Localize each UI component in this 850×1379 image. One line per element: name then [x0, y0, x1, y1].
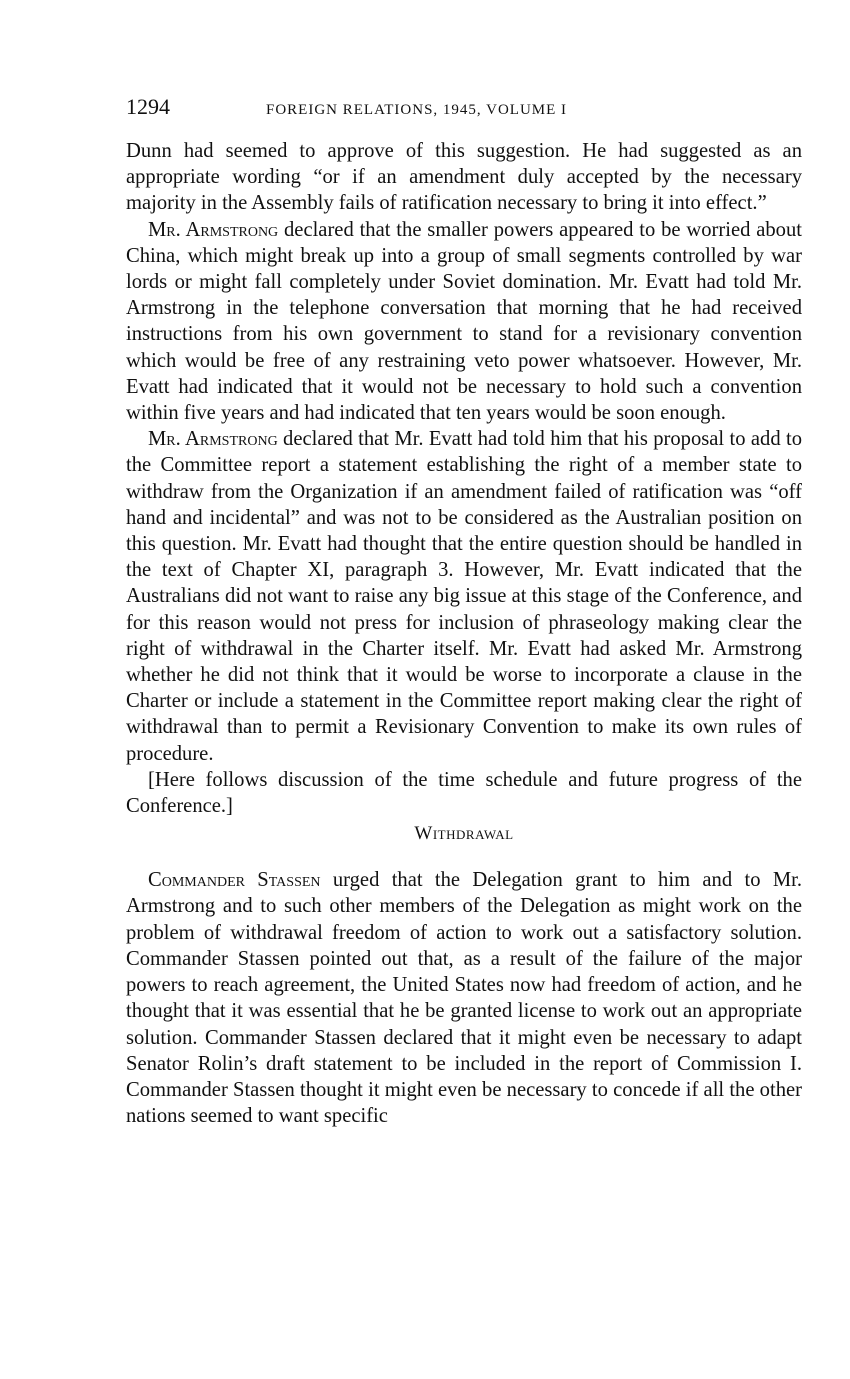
running-header — [126, 94, 802, 124]
speaker-name: Mr. Armstrong — [148, 218, 279, 241]
body-text — [126, 138, 802, 1129]
paragraph-text: declared that the smaller powers appeared to be worried about China, which might break up into a group of small segments controlled by war lords or might fall completely under Soviet domination. Mr. Evatt had told Mr. Armstrong in the telephone conversation that morning that he had received instructions from his own government to stand for a revisionary convention which would be free of any restraining veto power whatsoever. However, Mr. Evatt had indicated that it would not be necessary to hold such a convention within five years and had indicated that ten years would be soon enough. — [126, 218, 802, 425]
paragraph-text: urged that the Delegation grant to him and to Mr. Armstrong and to such other members of the Delegation as might work on the problem of withdrawal freedom of action to work out a satisfactory solution. Commander Stassen pointed out that, as a result of the failure of the major powers to reach agreement, the United States now had freedom of action, and he thought that it was essential that he be granted license to work out an appropriate solution. Commander Stassen declared that it might even be necessary to adapt Senator Rolin’s draft statement to be included in the report of Commission I. Commander Stassen thought it might even be necessary to concede if all the other nations seemed to want specific — [126, 869, 802, 1128]
paragraph-text: declared that Mr. Evatt had told him that his proposal to add to the Committee report a statement establishing the right of a member state to withdraw from the Organization if an amendment failed of ratification was “off hand and incidental” and was not to be considered as the Australian position on this question. Mr. Evatt had thought that the entire question should be handled in the text of Chapter XI, paragraph 3. However, Mr. Evatt indicated that the Australians did not want to raise any big issue at this stage of the Conference, and for this reason would not press for inclusion of phraseology making clear the right of withdrawal in the Charter itself. Mr. Evatt had asked Mr. Armstrong whether he did not think that it would be worse to incorporate a clause in the Charter or include a statement in the Committee report making clear the right of withdrawal than to permit a Revisionary Convention to make its own rules of procedure. — [126, 428, 802, 765]
speaker-name: Mr. Armstrong — [148, 428, 278, 451]
page-number: 1294 — [126, 94, 170, 119]
paragraph — [126, 217, 802, 427]
speaker-name: Commander Stassen — [148, 869, 321, 892]
running-title: FOREIGN RELATIONS, 1945, VOLUME I — [266, 102, 568, 118]
paragraph-text: Dunn had seemed to approve of this suggestion. He had suggested as an appropriate wording “or if an amendment duly accepted by the necessary majority in the Assembly fails of ratification necessary to bring it into effect.” — [126, 140, 802, 215]
paragraph — [126, 426, 802, 767]
section-heading: Withdrawal — [414, 823, 514, 845]
paragraph-text: [Here follows discussion of the time schedule and future progress of the Conference.] — [126, 768, 802, 818]
paragraph — [126, 867, 802, 1129]
paragraph — [126, 767, 802, 819]
document-page — [126, 94, 802, 1129]
paragraph — [126, 138, 802, 217]
